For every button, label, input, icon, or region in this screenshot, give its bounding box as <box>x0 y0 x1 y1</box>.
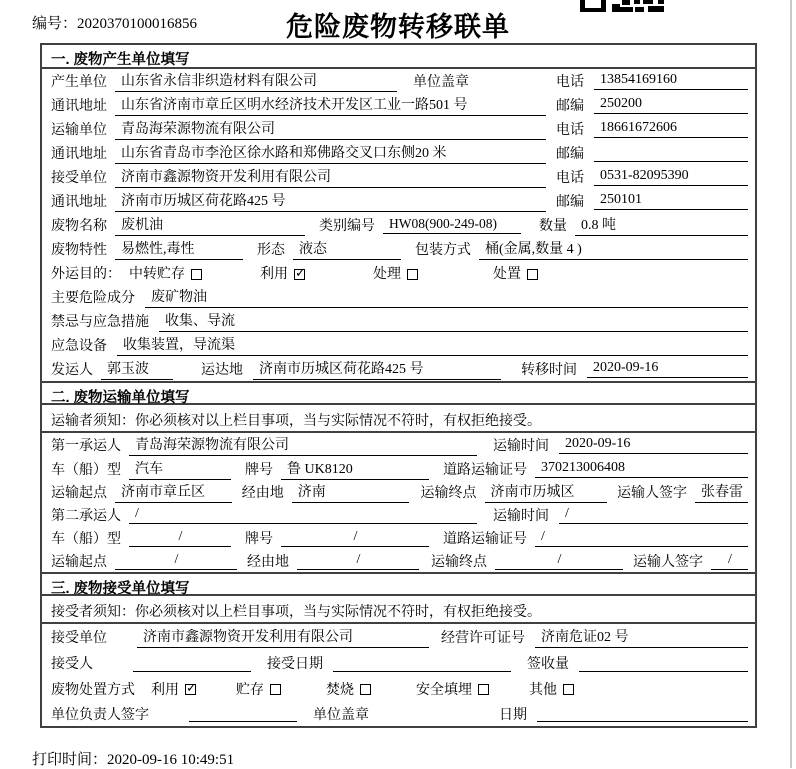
phone1-value: 13854169160 <box>594 72 748 90</box>
vehicle1-label: 车（船）型 <box>51 462 121 478</box>
accept-receiver-label: 接受单位 <box>51 631 107 646</box>
responsible-label: 单位负责人签字 <box>51 707 149 723</box>
disposal-row <box>42 676 755 701</box>
accept-unit-row <box>42 624 755 650</box>
waste-name-label: 废物名称 <box>51 219 107 234</box>
carrier2-value: / <box>129 506 477 524</box>
purpose-transfer-checkbox <box>191 269 202 280</box>
serial-value: 2020370100016856 <box>77 16 198 32</box>
via1-value: 济南 <box>292 481 409 503</box>
acceptor-value <box>133 655 251 672</box>
received-value <box>579 655 748 672</box>
section2-notice: 运输者须知：你必须核对以上栏目事项，当与实际情况不符时，有权拒绝接受。 <box>42 405 755 433</box>
transporter-address-row <box>42 141 755 165</box>
disposal-landfill-checkbox <box>478 684 489 695</box>
packing-value: 桶(金属,数量 4 ) <box>479 238 748 260</box>
origin1-label: 运输起点 <box>51 485 107 501</box>
route2-row <box>42 549 755 572</box>
taboo-value: 收集、导流 <box>159 310 748 332</box>
phone2-label: 电话 <box>556 123 584 138</box>
addr1-value: 山东省济南市章丘区明水经济技术开发区工业一路501 号 <box>115 94 546 116</box>
purpose-use-checkbox <box>294 269 305 280</box>
accept-date-value <box>333 655 511 672</box>
sign2-label: 运输人签字 <box>633 554 703 570</box>
phone2-value: 18661672606 <box>594 120 748 138</box>
origin2-value: / <box>115 552 237 570</box>
end2-value: / <box>495 552 623 570</box>
waste-name-value: 废机油 <box>115 214 305 236</box>
license1-label: 道路运输证号 <box>443 462 527 478</box>
zip2-label: 邮编 <box>556 147 584 162</box>
transfer-date-value: 2020-09-16 <box>587 360 748 378</box>
producer-value: 山东省永信非织造材料有限公司 <box>115 70 397 92</box>
equipment-label: 应急设备 <box>51 339 107 354</box>
form-value: 液态 <box>293 238 401 260</box>
disposal-option-label: 焚烧 <box>326 682 354 698</box>
addr2-label: 通讯地址 <box>51 147 107 162</box>
section3-notice: 接受者须知：你必须核对以上栏目事项，当与实际情况不符时，有权拒绝接受。 <box>42 596 755 624</box>
producer-label: 产生单位 <box>51 75 107 90</box>
accept-license-label: 经营许可证号 <box>441 631 525 646</box>
transfer-date-label: 转移时间 <box>521 363 577 378</box>
print-time-label: 打印时间： <box>32 752 108 768</box>
license1-value: 370213006408 <box>535 460 748 478</box>
acceptor-row <box>42 650 755 676</box>
transporter-row <box>42 117 755 141</box>
section3-header: 三. 废物接受单位填写 <box>42 572 755 596</box>
origin2-label: 运输起点 <box>51 554 107 570</box>
purpose-dispose-checkbox <box>527 269 538 280</box>
phone1-label: 电话 <box>556 75 584 90</box>
hazard-label: 主要危险成分 <box>51 291 135 306</box>
hazard-value: 废矿物油 <box>145 286 748 308</box>
receiver-row <box>42 165 755 189</box>
consignor-label: 发运人 <box>51 363 93 378</box>
character-value: 易燃性,毒性 <box>115 238 243 260</box>
disposal-use-checkbox <box>185 684 196 695</box>
vehicle2-value: / <box>129 529 231 547</box>
sign1-label: 运输人签字 <box>617 485 688 501</box>
transporter-value: 青岛海荣源物流有限公司 <box>115 118 546 140</box>
carrier1-label: 第一承运人 <box>51 439 121 454</box>
quantity-label: 数量 <box>539 219 567 234</box>
unit-seal-label: 单位盖章 <box>313 707 369 723</box>
addr2-value: 山东省青岛市李沧区徐水路和郑佛路交叉口东侧20 米 <box>115 142 546 164</box>
vehicle1-value: 汽车 <box>129 458 231 480</box>
carrier1-row <box>42 433 755 457</box>
end1-label: 运输终点 <box>420 485 477 501</box>
license2-value: / <box>535 529 748 547</box>
sign1-value: 张春雷 <box>695 481 748 503</box>
waste-name-row <box>42 213 755 237</box>
purpose-option-label: 中转贮存 <box>129 267 185 282</box>
section1-header: 一. 废物产生单位填写 <box>42 45 755 69</box>
category-value: HW08(900-249-08) <box>383 216 521 234</box>
received-label: 签收量 <box>527 657 569 672</box>
serial-label: 编号： <box>32 16 78 32</box>
quantity-value: 0.8 吨 <box>575 214 748 236</box>
plate2-label: 牌号 <box>245 531 273 547</box>
seal-label: 单位盖章 <box>413 75 469 90</box>
zip2-value <box>594 145 748 162</box>
time2-value: / <box>559 506 748 524</box>
origin1-value: 济南市章丘区 <box>115 481 232 503</box>
date-label: 日期 <box>499 707 527 723</box>
equipment-row <box>42 333 755 357</box>
addr3-label: 通讯地址 <box>51 195 107 210</box>
zip1-value: 250200 <box>594 96 748 114</box>
date-value <box>537 705 748 722</box>
manifest-form <box>40 43 757 728</box>
phone3-value: 0531-82095390 <box>594 168 748 186</box>
time1-value: 2020-09-16 <box>559 436 748 454</box>
taboo-label: 禁忌与应急措施 <box>51 315 149 330</box>
scan-edge-line <box>790 0 792 768</box>
disposal-option-label: 其他 <box>529 682 557 698</box>
responsible-value <box>189 705 297 722</box>
print-time <box>32 748 234 769</box>
transporter-label: 运输单位 <box>51 123 107 138</box>
carrier1-value: 青岛海荣源物流有限公司 <box>129 434 477 456</box>
accept-license-value: 济南危证02 号 <box>535 626 748 648</box>
disposal-store-checkbox <box>270 684 281 695</box>
consignor-row <box>42 357 755 381</box>
receiver-label: 接受单位 <box>51 171 107 186</box>
via2-label: 经由地 <box>247 554 289 570</box>
zip1-label: 邮编 <box>556 99 584 114</box>
purpose-treat-checkbox <box>407 269 418 280</box>
producer-row <box>42 69 755 93</box>
responsible-row <box>42 701 755 726</box>
destination-value: 济南市历城区荷花路425 号 <box>253 358 501 380</box>
equipment-value: 收集装置，导流渠 <box>117 334 748 356</box>
zip3-value: 250101 <box>594 192 748 210</box>
waste-character-row <box>42 237 755 261</box>
phone3-label: 电话 <box>556 171 584 186</box>
receiver-address-row <box>42 189 755 213</box>
purpose-label: 外运目的： <box>51 267 121 282</box>
consignor-value: 郭玉波 <box>101 358 173 380</box>
accept-date-label: 接受日期 <box>267 657 323 672</box>
carrier2-label: 第二承运人 <box>51 508 121 524</box>
vehicle2-label: 车（船）型 <box>51 531 121 547</box>
time2-label: 运输时间 <box>493 508 549 524</box>
via2-value: / <box>297 552 419 570</box>
disposal-option-label: 安全填埋 <box>416 682 472 698</box>
zip3-label: 邮编 <box>556 195 584 210</box>
section2-header: 二. 废物运输单位填写 <box>42 381 755 405</box>
disposal-label: 废物处置方式 <box>51 682 135 698</box>
purpose-option-label: 处置 <box>493 267 521 282</box>
plate1-value: 鲁 UK8120 <box>281 458 429 480</box>
disposal-option-label: 利用 <box>151 682 179 698</box>
disposal-other-checkbox <box>563 684 574 695</box>
plate2-value: / <box>281 529 429 547</box>
via1-label: 经由地 <box>241 485 284 501</box>
packing-label: 包装方式 <box>415 243 471 258</box>
hazard-row <box>42 285 755 309</box>
taboo-row <box>42 309 755 333</box>
category-label: 类别编号 <box>319 219 375 234</box>
sign2-value: / <box>711 552 748 570</box>
route1-row <box>42 480 755 503</box>
purpose-row <box>42 261 755 285</box>
page-title: 危险废物转移联单 <box>286 12 510 42</box>
print-time-value: 2020-09-16 10:49:51 <box>107 752 235 768</box>
addr1-label: 通讯地址 <box>51 99 107 114</box>
plate1-label: 牌号 <box>245 462 273 478</box>
license2-label: 道路运输证号 <box>443 531 527 547</box>
receiver-value: 济南市鑫源物资开发利用有限公司 <box>115 166 546 188</box>
end2-label: 运输终点 <box>431 554 487 570</box>
time1-label: 运输时间 <box>493 439 549 454</box>
disposal-burn-checkbox <box>360 684 371 695</box>
disposal-option-label: 贮存 <box>236 682 264 698</box>
vehicle1-row <box>42 457 755 480</box>
destination-label: 运达地 <box>201 363 243 378</box>
carrier2-row <box>42 503 755 526</box>
form-label: 形态 <box>257 243 285 258</box>
producer-address-row <box>42 93 755 117</box>
vehicle2-row <box>42 526 755 549</box>
purpose-option-label: 利用 <box>260 267 288 282</box>
end1-value: 济南市历城区 <box>485 481 607 503</box>
purpose-option-label: 处理 <box>373 267 401 282</box>
accept-receiver-value: 济南市鑫源物资开发利用有限公司 <box>137 626 429 648</box>
character-label: 废物特性 <box>51 243 107 258</box>
addr3-value: 济南市历城区荷花路425 号 <box>115 190 546 212</box>
acceptor-label: 接受人 <box>51 657 93 672</box>
qr-code-icon <box>578 0 668 13</box>
